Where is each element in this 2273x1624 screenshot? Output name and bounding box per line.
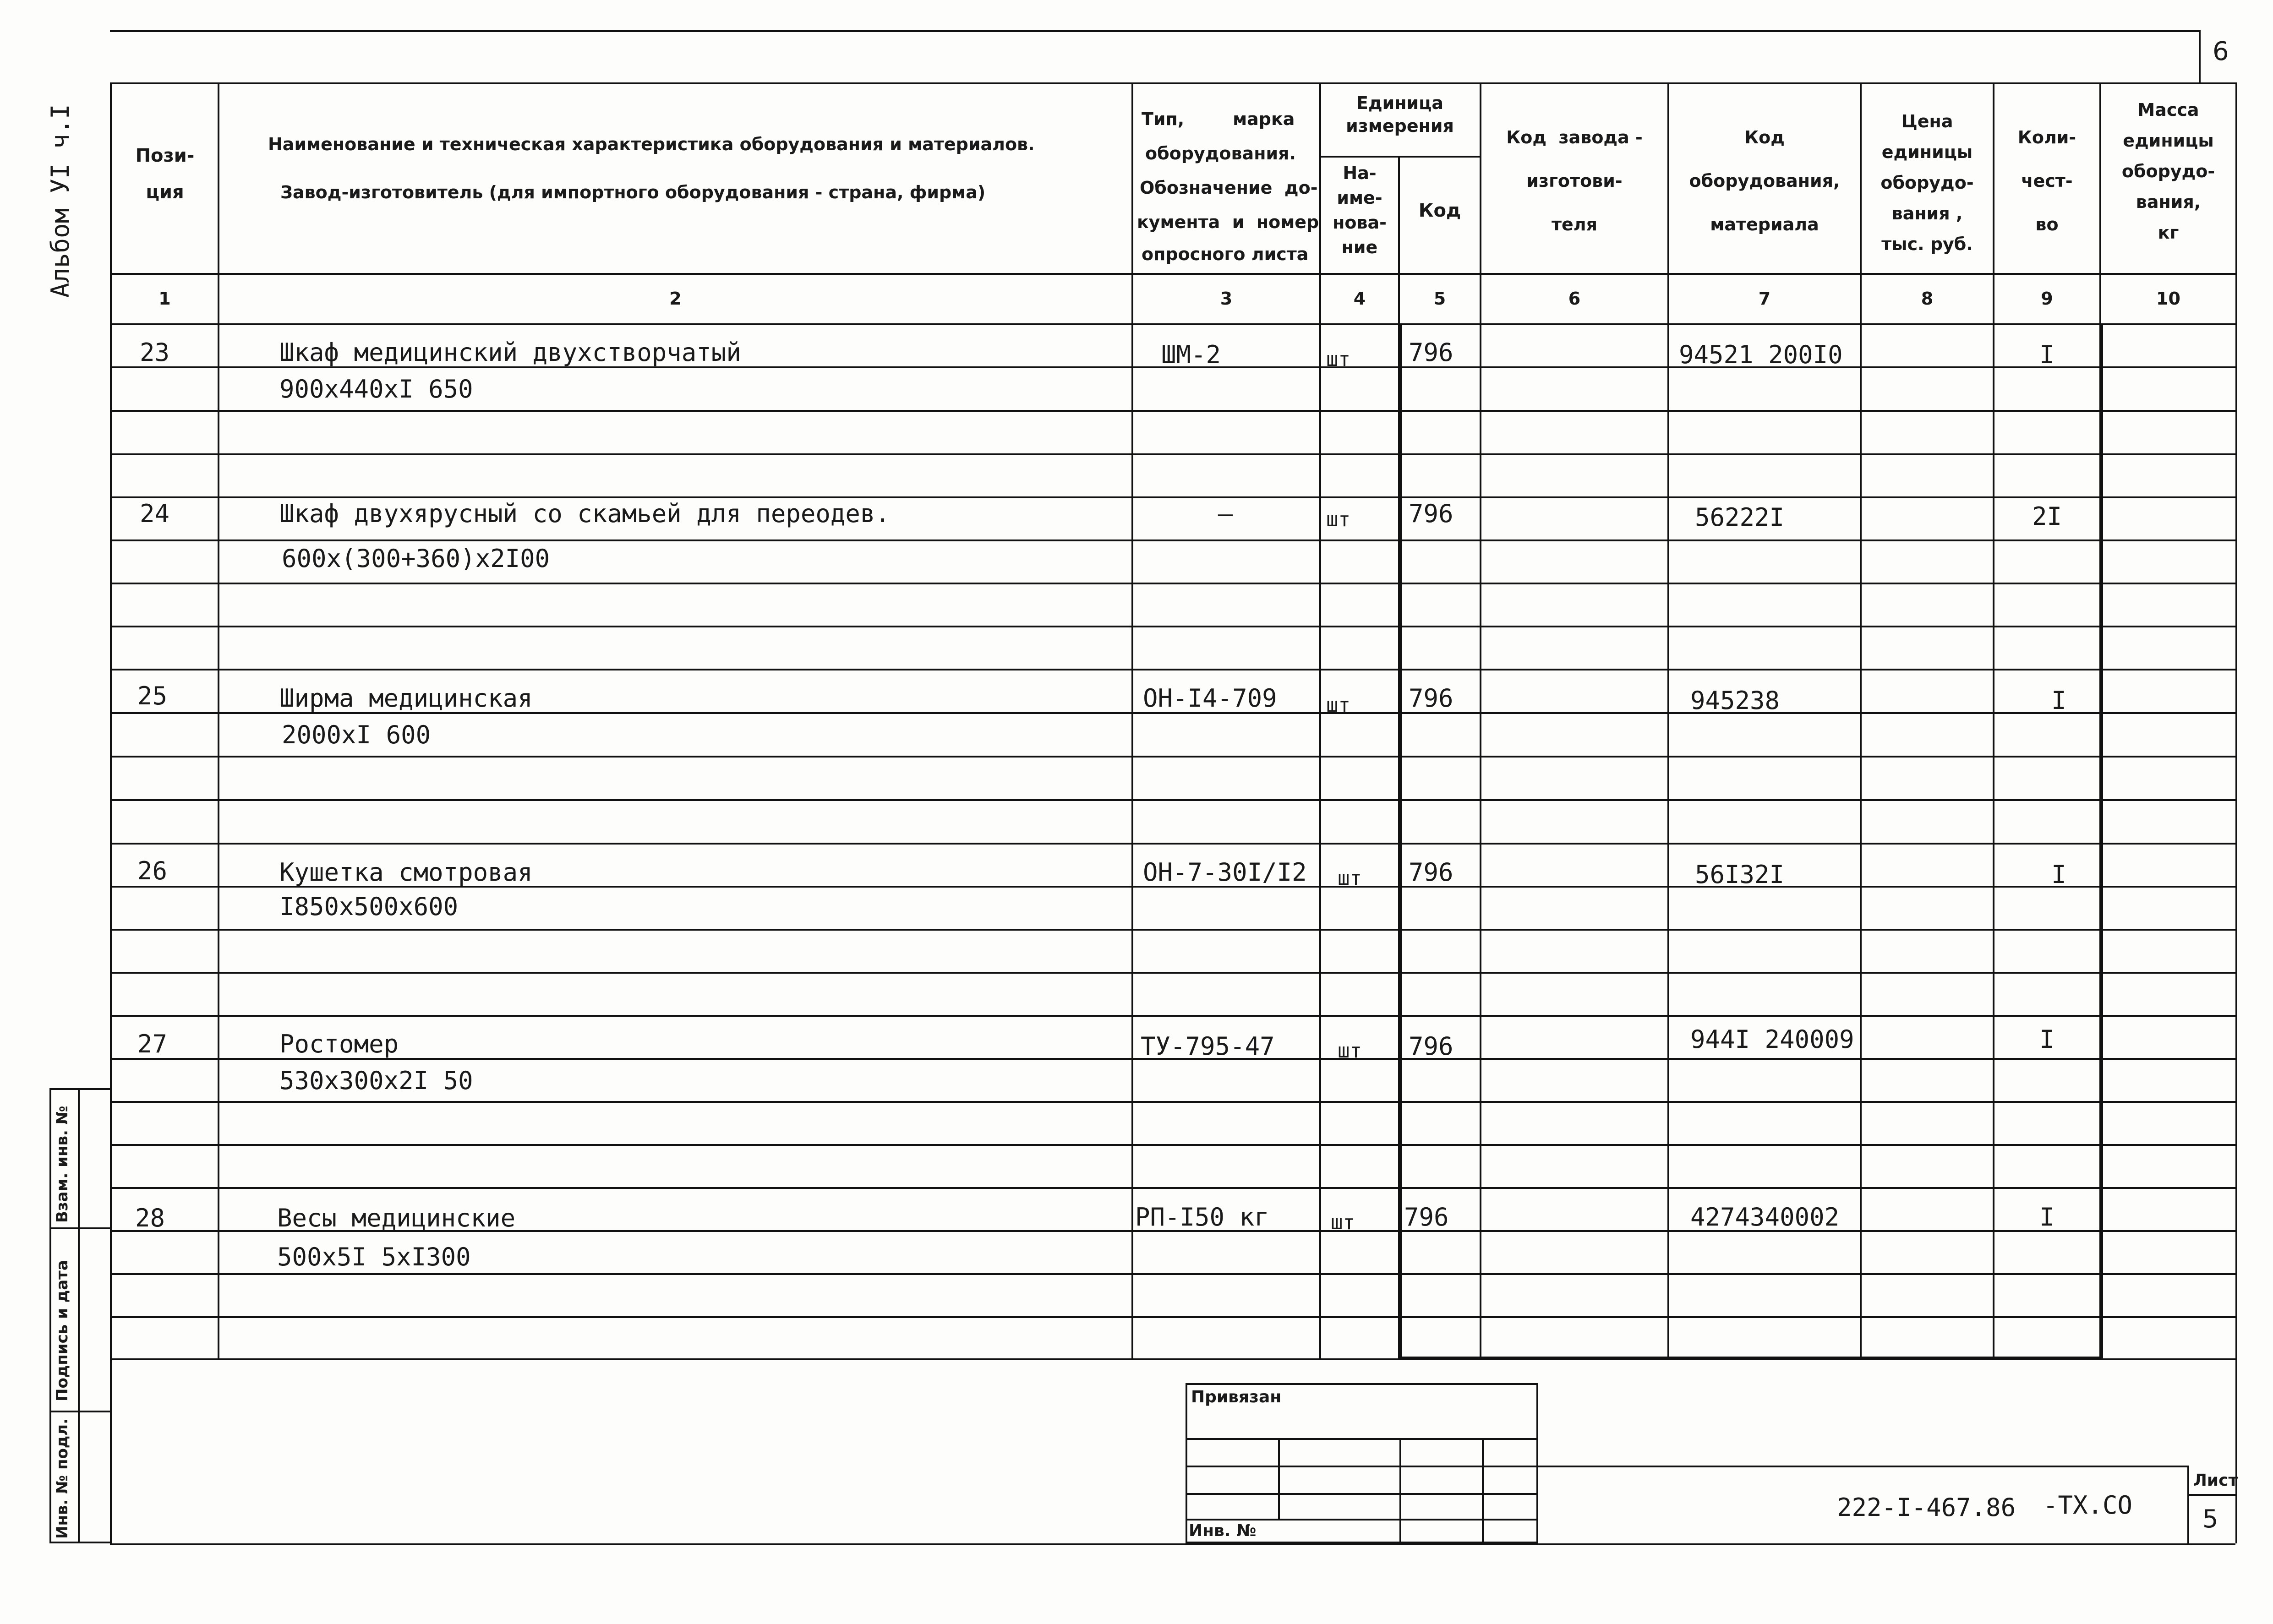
row-equip-code: 945238 xyxy=(1690,686,1780,715)
row-line xyxy=(110,496,2235,498)
colnum: 8 xyxy=(1921,289,1934,309)
row-type: ОН-7-30I/I2 xyxy=(1143,858,1307,887)
inv-label: Инв. № xyxy=(1189,1521,1257,1540)
header-name-line1: Наименование и техническая характеристика оборудования и материалов. xyxy=(268,134,1035,154)
doc-code: 222-I-467.86 xyxy=(1837,1493,2016,1522)
side-stamp-col xyxy=(78,1088,80,1543)
header-position: Пози- ция xyxy=(135,145,195,203)
row-line xyxy=(110,669,2235,670)
row-equip-code: 94521 200I0 xyxy=(1679,340,1843,369)
row-unit-code: 796 xyxy=(1404,1203,1449,1232)
header-unit-name-l2: име- xyxy=(1337,188,1382,208)
bound-line xyxy=(1186,1519,1538,1520)
row-line xyxy=(110,1316,2235,1318)
row-qty: 2I xyxy=(2032,502,2062,531)
row-position: 28 xyxy=(135,1204,165,1232)
corner-box-left xyxy=(2199,30,2201,83)
album-label: Альбом УI ч.I xyxy=(46,104,75,298)
page-bottom-border xyxy=(110,1543,2235,1545)
colnum: 1 xyxy=(158,289,171,309)
colnum: 6 xyxy=(1568,289,1581,309)
row-unit: шт xyxy=(1338,1039,1362,1063)
col-line-5 xyxy=(1480,82,1481,1358)
row-line xyxy=(110,799,2235,801)
row-type: ОН-I4-709 xyxy=(1143,684,1277,713)
header-mass-l1: Масса xyxy=(2137,100,2199,120)
row-line xyxy=(110,843,2235,845)
header-price-l1: Цена xyxy=(1901,111,1953,131)
row-equip-code: 4274340002 xyxy=(1690,1203,1840,1232)
side-stamp-row xyxy=(49,1411,110,1412)
row-equip-code: 56222I xyxy=(1695,503,1785,532)
row-line xyxy=(110,626,2235,627)
row-dimensions: 2000xI 600 xyxy=(282,720,431,749)
row-unit: шт xyxy=(1326,693,1350,717)
colnum-bottom-border xyxy=(110,323,2235,325)
side-sign-date: Подпись и дата xyxy=(53,1260,71,1401)
header-type-l2: оборудования. xyxy=(1145,143,1296,163)
bound-col xyxy=(1278,1438,1280,1519)
header-mass-l3: оборудо- xyxy=(2121,161,2215,181)
header-equip-code-l3: материала xyxy=(1710,214,1819,234)
row-dimensions: I850x500x600 xyxy=(279,892,459,921)
col-line-1 xyxy=(218,82,219,1358)
header-unit-name-l3: нова- xyxy=(1333,213,1387,233)
row-qty: I xyxy=(2039,340,2054,369)
col-line-2 xyxy=(1131,82,1133,1358)
header-price-l2: единицы xyxy=(1881,142,1973,162)
header-qty-l3: во xyxy=(2035,214,2059,234)
header-plant-code-l2: изготови- xyxy=(1526,171,1623,191)
title-block-line xyxy=(1538,1466,2189,1467)
top-rule xyxy=(110,30,2199,32)
row-name: Шкаф медицинский двухстворчатый xyxy=(279,338,741,367)
row-dimensions: 600x(300+360)x2I00 xyxy=(282,544,550,573)
row-type: — xyxy=(1218,499,1233,528)
header-type-l4: кумента и номер xyxy=(1137,212,1319,232)
doc-suffix: -ТХ.СО xyxy=(2043,1491,2133,1520)
header-mass-l5: кг xyxy=(2158,223,2179,243)
bound-line xyxy=(1186,1438,1538,1440)
col-line-6 xyxy=(1667,82,1669,1358)
header-equip-code-l2: оборудования, xyxy=(1689,171,1840,191)
colnum: 10 xyxy=(2156,289,2180,309)
bound-line xyxy=(1186,1466,1538,1467)
bound-label: Привязан xyxy=(1191,1388,1282,1406)
colnum: 7 xyxy=(1758,289,1771,309)
side-orig-inv: Инв. № подл. xyxy=(53,1418,71,1539)
thick-frame-left xyxy=(1398,323,1402,1358)
row-unit-code: 796 xyxy=(1409,499,1453,528)
row-line xyxy=(110,1273,2235,1275)
row-line xyxy=(110,453,2235,455)
row-unit: шт xyxy=(1326,348,1350,371)
row-qty: I xyxy=(2051,686,2066,715)
bound-line xyxy=(1186,1493,1538,1495)
row-qty: I xyxy=(2039,1203,2054,1232)
row-type: РП-I50 кг xyxy=(1135,1203,1269,1232)
row-equip-code: 56I32I xyxy=(1695,860,1785,889)
row-unit: шт xyxy=(1338,866,1362,890)
col-line-3 xyxy=(1319,82,1321,1358)
table-right-border xyxy=(2235,82,2237,1543)
row-position: 27 xyxy=(137,1030,168,1058)
sheet-corner-number: 6 xyxy=(2213,37,2229,66)
header-type-l5: опросного листа xyxy=(1142,244,1309,264)
row-unit: шт xyxy=(1331,1211,1355,1234)
row-qty: I xyxy=(2051,860,2066,889)
row-unit-code: 796 xyxy=(1409,858,1453,887)
row-line xyxy=(110,756,2235,758)
row-position: 25 xyxy=(137,681,168,710)
colnum: 9 xyxy=(2041,289,2053,309)
row-position: 23 xyxy=(140,338,170,367)
header-price-l3: оборудо- xyxy=(1880,173,1974,193)
row-name: Весы медицинские xyxy=(277,1204,516,1232)
row-line xyxy=(110,972,2235,974)
header-unit-name-l1: На- xyxy=(1343,163,1377,183)
header-bottom-border xyxy=(110,273,2235,275)
row-type: ШМ-2 xyxy=(1161,340,1221,369)
row-line xyxy=(110,583,2235,584)
bound-col xyxy=(1399,1438,1401,1543)
thick-frame-bottom xyxy=(1398,1357,2101,1360)
row-position: 26 xyxy=(137,856,168,885)
row-line xyxy=(110,1144,2235,1146)
table-top-border xyxy=(110,82,2235,84)
row-line xyxy=(110,1187,2235,1189)
row-dimensions: 900x440xI 650 xyxy=(279,375,473,403)
header-type-l3: Обозначение до- xyxy=(1140,178,1318,198)
row-dimensions: 530x300x2I 50 xyxy=(279,1066,473,1095)
col-line-7 xyxy=(1860,82,1862,1358)
row-line xyxy=(110,1015,2235,1017)
header-qty-l2: чест- xyxy=(2021,171,2073,191)
row-name: Кушетка смотровая xyxy=(279,858,533,887)
sheet-label: Лист xyxy=(2193,1471,2238,1490)
row-unit-code: 796 xyxy=(1409,684,1453,713)
row-dimensions: 500x5I 5xI300 xyxy=(277,1243,471,1271)
header-mass-l2: единицы xyxy=(2123,131,2214,151)
header-unit-l1: Единица xyxy=(1356,93,1443,113)
row-line xyxy=(110,1101,2235,1103)
header-equip-code-l1: Код xyxy=(1744,127,1785,147)
header-mass-l4: вания, xyxy=(2136,192,2201,212)
header-type-l1: Тип, марка xyxy=(1142,109,1295,129)
header-plant-code-l1: Код завода - xyxy=(1506,127,1643,147)
row-line xyxy=(110,929,2235,931)
row-unit-code: 796 xyxy=(1409,1032,1453,1061)
row-unit-code: 796 xyxy=(1409,338,1453,367)
row-position: 24 xyxy=(140,499,170,528)
bound-col xyxy=(1482,1438,1484,1543)
header-price-l4: вания , xyxy=(1891,203,1963,223)
row-name: Ширма медицинская xyxy=(279,684,533,713)
row-line xyxy=(110,410,2235,412)
header-name-line2: Завод-изготовитель (для импортного оборудования - страна, фирма) xyxy=(280,182,986,202)
sheet-box-divider xyxy=(2187,1494,2235,1496)
row-type: ТУ-795-47 xyxy=(1141,1032,1275,1061)
colnum: 3 xyxy=(1220,289,1233,309)
side-stamp-row xyxy=(49,1227,110,1229)
row-name: Ростомер xyxy=(279,1030,399,1058)
header-price-l5: тыс. руб. xyxy=(1881,234,1973,254)
thick-frame-right xyxy=(2099,323,2103,1358)
colnum: 4 xyxy=(1353,289,1366,309)
colnum: 5 xyxy=(1433,289,1446,309)
sheet-number: 5 xyxy=(2202,1504,2218,1533)
row-qty: I xyxy=(2039,1025,2054,1054)
row-line xyxy=(110,540,2235,541)
row-unit: шт xyxy=(1326,508,1350,531)
row-name: Шкаф двухярусный со скамьей для переодев. xyxy=(279,499,890,528)
header-qty-l1: Коли- xyxy=(2017,127,2076,147)
side-replace-inv: Взам. инв. № xyxy=(53,1106,71,1223)
header-plant-code-l3: теля xyxy=(1551,214,1598,234)
header-unit-name-l4: ние xyxy=(1341,237,1378,257)
header-unit-l2: измерения xyxy=(1346,116,1454,136)
header-unit-code: Код xyxy=(1418,200,1461,221)
col-line-8 xyxy=(1993,82,1994,1358)
row-equip-code: 944I 240009 xyxy=(1690,1025,1854,1054)
colnum: 2 xyxy=(669,289,682,309)
